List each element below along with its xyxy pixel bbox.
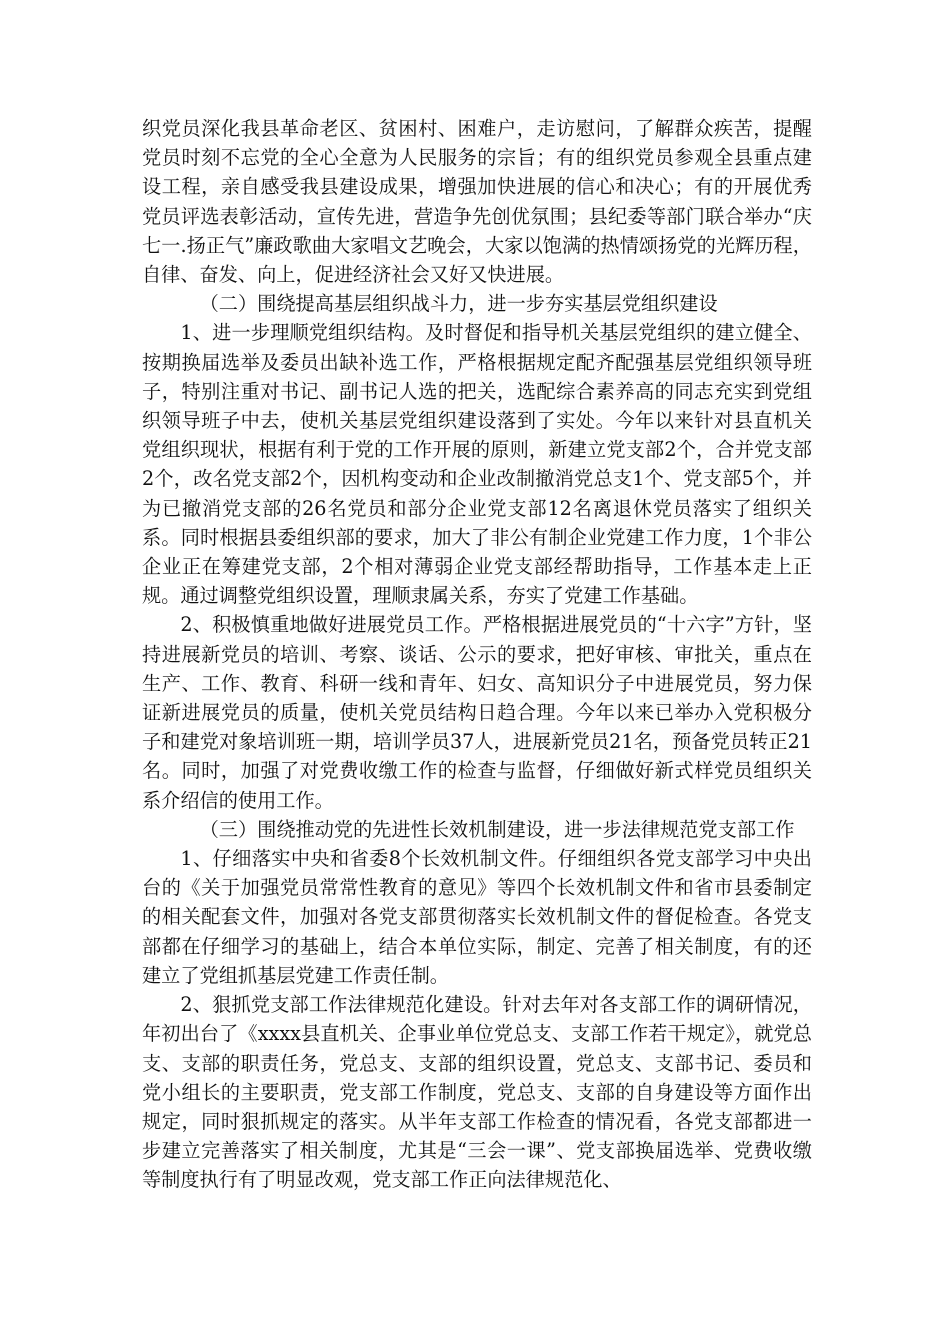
document-page bbox=[142, 114, 812, 1195]
paragraph-member-development: 2、积极慎重地做好进展党员工作。严格根据进展党员的“十六字”方针，坚持进展新党员的培训、考察、谈话、公示的要求，把好审核、审批关，重点在生产、工作、教育、科研一线和青年、妇女、高知识分子中进展党员，努力保证新进展党员的质量，使机关党员结构日趋合理。今年以来已举办入党积极分子和建党对象培训班一期，培训学员37人，进展新党员21名，预备党员转正21名。同时，加强了对党费收缴工作的检查与监督，仔细做好新式样党员组织关系介绍信的使用工作。 bbox=[142, 613, 812, 812]
section-heading-2: （二）围绕提高基层组织战斗力，进一步夯实基层党组织建设 bbox=[199, 292, 718, 316]
paragraph-branch-standardization: 2、狠抓党支部工作法律规范化建设。针对去年对各支部工作的调研情况，年初出台了《xxxx县直机关、企事业单位党总支、支部工作若干规定》，就党总支、支部的职责任务，党总支、支部的组织设置，党总支、支部书记、委员和党小组长的主要职责，党支部工作制度，党总支、支部的自身建设等方面作出规定，同时狠抓规定的落实。从半年支部工作检查的情况看，各党支部都进一步建立完善落实了相关制度，尤其是“三会一课”、党支部换届选举、党费收缴等制度执行有了明显改观，党支部工作正向法律规范化、 bbox=[142, 993, 812, 1192]
paragraph-party-activities: 织党员深化我县革命老区、贫困村、困难户，走访慰问，了解群众疾苦，提醒党员时刻不忘党的全心全意为人民服务的宗旨；有的组织党员参观全县重点建设工程，亲自感受我县建设成果，增强加快进展的信心和决心；有的开展优秀党员评选表彰活动，宣传先进，营造争先创优氛围；县纪委等部门联合举办“庆七一.扬正气”廉政歌曲大家唱文艺晚会，大家以饱满的热情颂扬党的光辉历程，自律、奋发、向上，促进经济社会又好又快进展。 bbox=[142, 117, 812, 287]
section-heading-3: （三）围绕推动党的先进性长效机制建设，进一步法律规范党支部工作 bbox=[199, 817, 795, 841]
paragraph-long-term-mechanism: 1、仔细落实中央和省委8个长效机制文件。仔细组织各党支部学习中央出台的《关于加强党员常常性教育的意见》等四个长效机制文件和省市县委制定的相关配套文件，加强对各党支部贯彻落实长效机制文件的督促检查。各党支部都在仔细学习的基础上，结合本单位实际，制定、完善了相关制度，有的还建立了党组抓基层党建工作责任制。 bbox=[142, 847, 812, 987]
paragraph-organization-structure: 1、进一步理顺党组织结构。及时督促和指导机关基层党组织的建立健全、按期换届选举及委员出缺补选工作，严格根据规定配齐配强基层党组织领导班子，特别注重对书记、副书记人选的把关，选配综合素养高的同志充实到党组织领导班子中去，使机关基层党组织建设落到了实处。今年以来针对县直机关党组织现状，根据有利于党的工作开展的原则，新建立党支部2个，合并党支部2个，改名党支部2个，因机构变动和企业改制撤消党总支1个、党支部5个，并为已撤消党支部的26名党员和部分企业党支部12名离退休党员落实了组织关系。同时根据县委组织部的要求，加大了非公有制企业党建工作力度，1个非公企业正在筹建党支部，2个相对薄弱企业党支部经帮助指导，工作基本走上正规。通过调整党组织设置，理顺隶属关系，夯实了党建工作基础。 bbox=[142, 321, 812, 608]
